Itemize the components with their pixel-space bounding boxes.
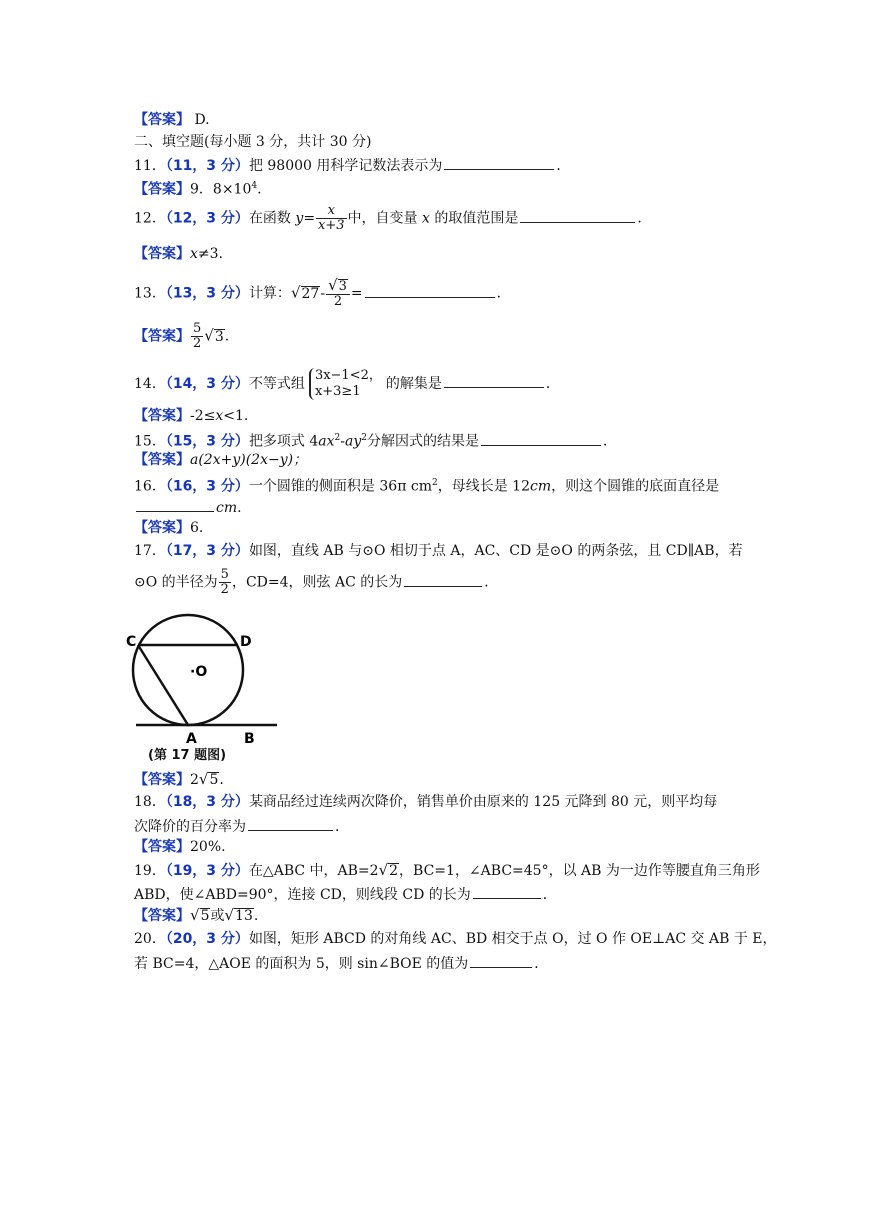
- exponent: 2: [361, 433, 368, 443]
- answer-line-11: [134, 177, 262, 199]
- answer-text: 6.: [190, 520, 204, 536]
- question-end: ．: [545, 376, 560, 392]
- label-b: B: [244, 731, 255, 747]
- question-13: [134, 278, 511, 309]
- question-17: [134, 542, 743, 560]
- question-18-cont: [134, 816, 349, 836]
- answer-label: 【答案】: [134, 112, 190, 128]
- fraction-denominator: 2: [220, 582, 229, 597]
- exponent: 2: [431, 478, 438, 488]
- question-number: 13．: [134, 285, 166, 302]
- answer-var: x: [215, 408, 224, 424]
- math-op: =: [350, 285, 363, 302]
- sqrt-icon: √: [224, 906, 235, 924]
- answer-text: a(2x+y)(2x−y)；: [190, 452, 308, 468]
- radicand: 5: [200, 908, 210, 924]
- question-text: 的解集是: [385, 376, 442, 392]
- answer-blank: [444, 155, 554, 170]
- answer-end: .: [253, 908, 259, 924]
- question-text: ⊙O 的半径为: [134, 574, 218, 591]
- math-var: y: [295, 210, 304, 227]
- sqrt-icon: √: [198, 770, 209, 788]
- answer-text: 或: [210, 908, 225, 924]
- answer-blank: [404, 572, 482, 587]
- question-text: 中，自变量: [347, 210, 422, 227]
- answer-label: 【答案】: [134, 452, 190, 468]
- question-text: 把 98000 用科学记数法表示为: [248, 158, 443, 174]
- fraction: [219, 568, 231, 597]
- question-number: 15．: [134, 433, 166, 450]
- sqrt-icon: √: [204, 326, 214, 345]
- question-number: 14．: [134, 376, 166, 392]
- fraction: [326, 278, 350, 309]
- question-text: 如图，直线 AB 与⊙O 相切于点 A，AC、CD 是⊙O 的两条弦，且 CD∥AB，若: [248, 543, 743, 559]
- question-end: ．: [335, 819, 349, 835]
- question-text: 某商品经过连续两次降价，销售单价由原来的 125 元降到 80 元，则平均每: [248, 794, 718, 810]
- radicand: 13: [235, 908, 253, 924]
- question-text: ，则这个圆锥的底面直径是: [551, 478, 720, 495]
- radicand: 3: [338, 279, 347, 294]
- question-19: [134, 861, 760, 880]
- question-12: [134, 204, 651, 233]
- question-14: [134, 368, 560, 400]
- question-number: 18．: [134, 794, 166, 810]
- answer-text: -2≤: [190, 408, 216, 424]
- math-expr: ax: [318, 433, 335, 450]
- answer-line-12: [134, 245, 223, 263]
- math-expr: -ay: [340, 433, 362, 450]
- answer-blank: [248, 816, 333, 831]
- sqrt-icon: √: [328, 276, 338, 294]
- fraction-numerator: [326, 278, 350, 295]
- fraction-numerator: x: [316, 204, 347, 219]
- circle-o: [133, 615, 243, 725]
- exponent: 2: [334, 433, 341, 443]
- answer-label: 【答案】: [134, 246, 190, 262]
- question-tag: （19，3 分）: [165, 863, 249, 879]
- question-text: 若 BC=4，△AOE 的面积为 5，则 sin∠BOE 的值为: [134, 956, 469, 972]
- question-19-cont: [134, 884, 557, 904]
- answer-blank: [136, 497, 214, 512]
- answer-end: .: [219, 772, 224, 788]
- question-tag: （15，3 分）: [165, 433, 249, 450]
- math-op: =: [303, 210, 316, 227]
- question-18: [134, 793, 717, 811]
- question-text: 计算：: [248, 285, 291, 302]
- label-c: C: [126, 634, 137, 650]
- section-title: 二、填空题(每小题 3 分，共计 30 分): [134, 134, 372, 150]
- answer-end: .: [257, 181, 262, 198]
- question-text: ABD，使∠ABD=90°，连接 CD，则线段 CD 的长为: [134, 887, 471, 903]
- label-o: ·O: [190, 664, 208, 680]
- radicand: 2: [389, 863, 399, 879]
- answer-blank: [520, 208, 635, 223]
- radicand: 5: [209, 772, 219, 788]
- answer-label: 【答案】: [134, 328, 190, 345]
- answer-exponent: 4: [251, 181, 258, 191]
- radicand: 3: [214, 328, 224, 345]
- question-text: 分解因式的结果是: [367, 433, 480, 450]
- answer-text: 20%.: [190, 839, 226, 855]
- answer-text: 2: [190, 772, 199, 788]
- unit: cm.: [216, 500, 242, 516]
- fraction-denominator: 2: [333, 294, 343, 309]
- answer-blank: [473, 884, 541, 899]
- question-number: 16．: [134, 478, 166, 495]
- answer-line-13: [134, 322, 229, 351]
- question-text: ，CD=4，则弦 AC 的长为: [231, 574, 403, 591]
- question-20: [134, 930, 777, 948]
- answer-line-10: [134, 111, 210, 129]
- question-tag: （17，3 分）: [165, 543, 249, 559]
- answer-line-19: [134, 906, 258, 925]
- question-number: 12．: [134, 210, 166, 227]
- question-end: ．: [556, 158, 571, 174]
- answer-line-15: [134, 451, 307, 469]
- answer-text: ≠3.: [197, 246, 223, 262]
- fraction: [316, 204, 347, 233]
- question-end: ．: [534, 956, 549, 972]
- question-text: ，BC=1，∠ABC=45°，以 AB 为一边作等腰直角三角形: [399, 863, 760, 879]
- label-a: A: [186, 731, 197, 747]
- question-tag: （11，3 分）: [165, 158, 249, 174]
- answer-var: x: [190, 246, 198, 262]
- answer-label: 【答案】: [134, 181, 190, 198]
- sqrt-icon: √: [190, 906, 200, 924]
- answer-label: 【答案】: [134, 408, 190, 424]
- answer-end: .: [224, 328, 230, 345]
- answer-label: 【答案】: [134, 839, 190, 855]
- question-tag: （12，3 分）: [165, 210, 249, 227]
- math-var: x: [422, 210, 430, 227]
- math-op: -: [320, 285, 326, 302]
- radicand: 27: [301, 285, 320, 302]
- answer-line-17: [134, 770, 224, 789]
- answer-text: D.: [194, 112, 210, 128]
- question-16-cont: [134, 497, 242, 517]
- system-row-1: 3x−1<2，: [314, 368, 382, 383]
- question-number: 19．: [134, 863, 166, 879]
- answer-label: 【答案】: [134, 908, 190, 924]
- question-text: 的取值范围是: [429, 210, 519, 227]
- question-number: 11．: [134, 158, 166, 174]
- question-text: 如图，矩形 ABCD 的对角线 AC、BD 相交于点 O，过 O 作 OE⊥AC 交 AB 于 E，: [248, 931, 777, 947]
- question-tag: （13，3 分）: [165, 285, 249, 302]
- inequality-system: [309, 368, 382, 400]
- answer-blank: [470, 953, 532, 968]
- answer-text: <1.: [223, 408, 249, 424]
- label-d: D: [240, 634, 252, 650]
- fraction-numerator: 5: [220, 567, 229, 582]
- sqrt-icon: √: [290, 283, 301, 302]
- question-text: ，母线长是 12: [437, 478, 530, 495]
- fraction-denominator: 2: [193, 336, 202, 351]
- question-end: ．: [637, 210, 652, 227]
- answer-blank: [444, 373, 544, 388]
- circle-tangent-figure: [122, 600, 282, 765]
- system-row-2: x+3≥1: [314, 384, 361, 399]
- question-text: 不等式组: [248, 376, 305, 392]
- question-number: 17．: [134, 543, 166, 559]
- fraction-numerator: 5: [193, 321, 202, 336]
- question-end: ．: [484, 574, 499, 591]
- question-11: [134, 155, 570, 175]
- question-text: 把多项式 4: [248, 433, 319, 450]
- answer-label: 【答案】: [134, 772, 190, 788]
- unit: cm: [529, 478, 552, 495]
- answer-label: 【答案】: [134, 520, 190, 536]
- answer-blank: [481, 431, 601, 446]
- answer-blank: [365, 283, 495, 298]
- question-number: 20．: [134, 931, 166, 947]
- question-16: [134, 474, 719, 496]
- question-end: ．: [603, 433, 618, 450]
- fraction-denominator: x+3: [318, 218, 345, 233]
- question-15: [134, 429, 617, 451]
- answer-line-14: [134, 407, 248, 425]
- question-17-cont: [134, 568, 498, 597]
- question-tag: （18，3 分）: [165, 794, 249, 810]
- question-text: 在△ABC 中，AB=2: [248, 863, 379, 879]
- answer-text: 9．8×10: [190, 181, 252, 198]
- question-text: 次降价的百分率为: [134, 819, 246, 835]
- question-20-cont: [134, 953, 548, 973]
- question-tag: （14，3 分）: [165, 376, 249, 392]
- answer-line-16: [134, 519, 203, 537]
- chord-ac: [138, 645, 188, 725]
- question-end: ．: [496, 285, 511, 302]
- question-text: 在函数: [248, 210, 296, 227]
- figure-caption: (第 17 题图): [148, 748, 227, 763]
- question-text: 一个圆锥的侧面积是 36π cm: [248, 478, 432, 495]
- question-tag: （20，3 分）: [165, 931, 249, 947]
- sqrt-icon: √: [378, 861, 389, 879]
- fraction: [191, 322, 203, 351]
- question-tag: （16，3 分）: [165, 478, 249, 495]
- question-end: ．: [542, 887, 557, 903]
- answer-line-18: [134, 838, 226, 856]
